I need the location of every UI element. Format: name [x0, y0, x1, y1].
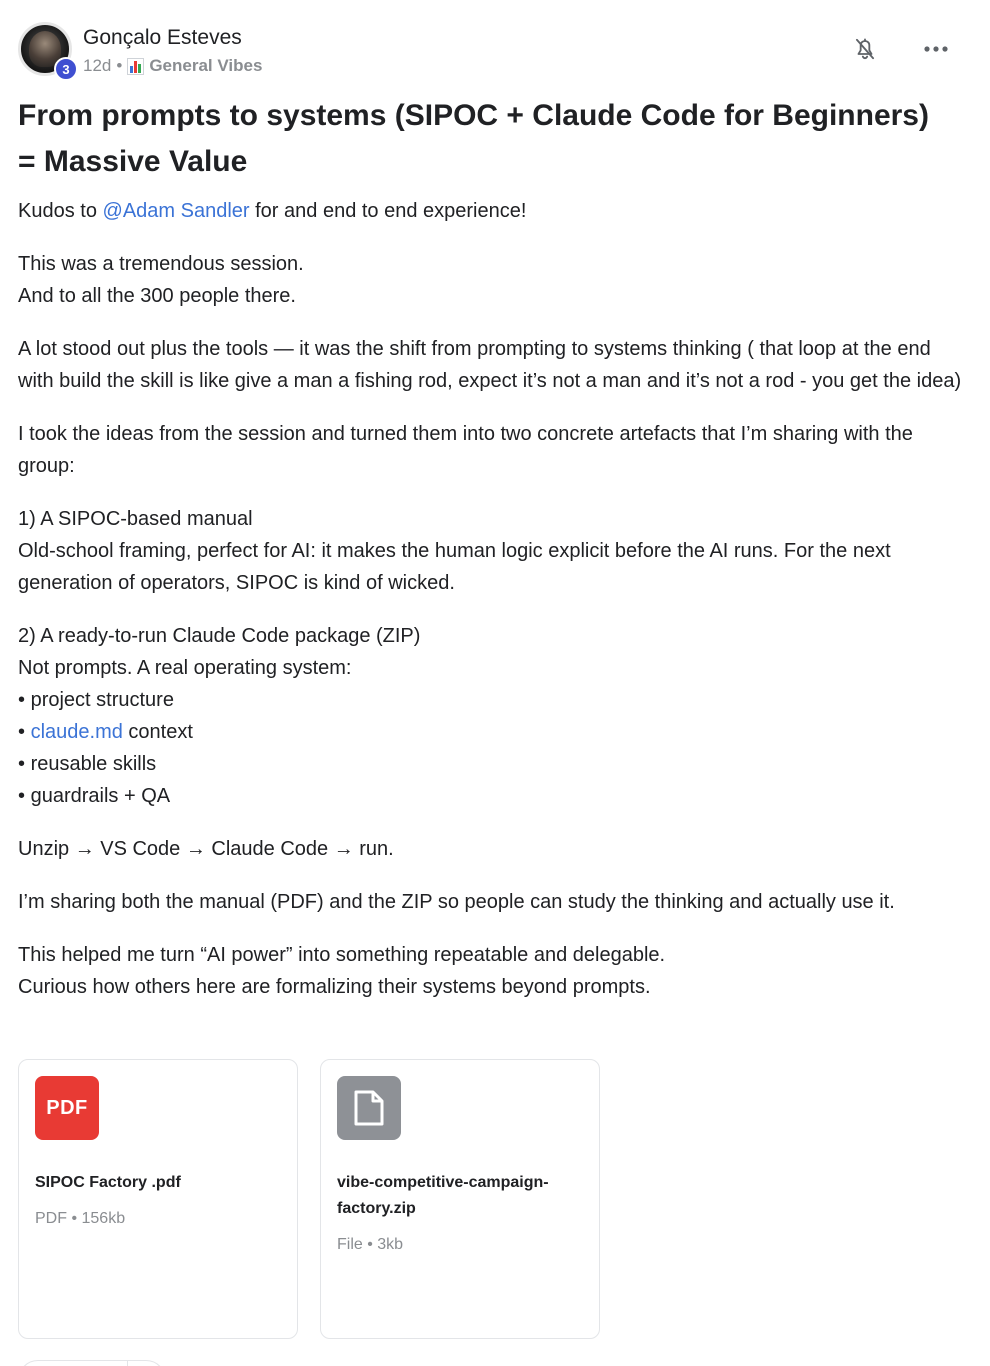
post-category[interactable]: General Vibes [149, 56, 263, 75]
reaction-divider [127, 1361, 128, 1366]
paragraph-kudos [18, 195, 962, 227]
package-intro: Not prompts. A real operating system: [18, 657, 352, 679]
bullet: • [18, 721, 26, 743]
paragraph-sharing: I’m sharing both the manual (PDF) and the ZIP so people can study the thinking and actually use it. [18, 891, 895, 913]
list-item: project structure [30, 689, 174, 711]
closing-line-2: Curious how others here are formalizing their systems beyond prompts. [18, 976, 651, 998]
post-time: 12d [83, 56, 112, 75]
kudos-text: Kudos to [18, 200, 103, 222]
paragraph-steps: Unzip → VS Code → Claude Code → run. [18, 838, 394, 860]
paragraph-package [18, 620, 962, 812]
list-item: guardrails + QA [30, 785, 171, 807]
list-item: reusable skills [30, 753, 157, 775]
attachment-card-zip[interactable] [320, 1059, 600, 1339]
bullet: • [18, 753, 26, 775]
attachment-name: vibe-competitive-campaign-factory.zip [337, 1174, 549, 1217]
session-line-2: And to all the 300 people there. [18, 285, 296, 307]
bullet: • [18, 689, 26, 711]
attachments [18, 1059, 600, 1339]
claude-md-link[interactable]: claude.md [30, 721, 123, 743]
post-meta [83, 56, 262, 76]
paragraph-artefacts: I took the ideas from the session and turned them into two concrete artefacts that I’m sharing with the group: [18, 423, 913, 477]
mention-link[interactable]: @Adam Sandler [102, 200, 250, 222]
attachment-meta: File • 3kb [337, 1236, 404, 1253]
kudos-text-end: for and end to end experience! [249, 200, 527, 222]
paragraph-sipoc [18, 503, 962, 599]
post-header [18, 22, 950, 82]
level-badge: 3 [54, 57, 78, 81]
author-name[interactable]: Gonçalo Esteves [83, 26, 242, 49]
paragraph-closing [18, 939, 962, 1003]
document-file-icon [337, 1076, 401, 1140]
paragraph-session [18, 248, 962, 312]
closing-line-1: This helped me turn “AI power” into something repeatable and delegable. [18, 944, 666, 966]
sipoc-heading: 1) A SIPOC-based manual [18, 508, 253, 530]
bell-off-icon[interactable] [852, 36, 878, 62]
bar-chart-icon [127, 58, 144, 75]
more-options-icon[interactable] [922, 36, 950, 62]
post-title: From prompts to systems (SIPOC + Claude Code for Beginners) = Massive Value [18, 99, 929, 178]
bullet: • [18, 785, 26, 807]
post-body [18, 195, 962, 1024]
attachment-name: SIPOC Factory .pdf [35, 1174, 181, 1191]
session-line-1: This was a tremendous session. [18, 253, 304, 275]
list-item: context [122, 721, 193, 743]
meta-separator: • [116, 56, 123, 75]
pdf-file-icon: PDF [35, 1076, 99, 1140]
paragraph-standout: A lot stood out plus the tools — it was the shift from prompting to systems thinking ( that loop at the end with build the skill is like give a man a fishing rod, expect it’s not a man and it’s not a rod - you get the idea) [18, 338, 962, 392]
package-heading: 2) A ready-to-run Claude Code package (ZIP) [18, 625, 421, 647]
reaction-button[interactable] [18, 1360, 166, 1366]
attachment-meta: PDF • 156kb [35, 1210, 126, 1227]
sipoc-description: Old-school framing, perfect for AI: it makes the human logic explicit before the AI runs. For the next generation of operators, SIPOC is kind of wicked. [18, 540, 891, 594]
attachment-card-pdf[interactable] [18, 1059, 298, 1339]
